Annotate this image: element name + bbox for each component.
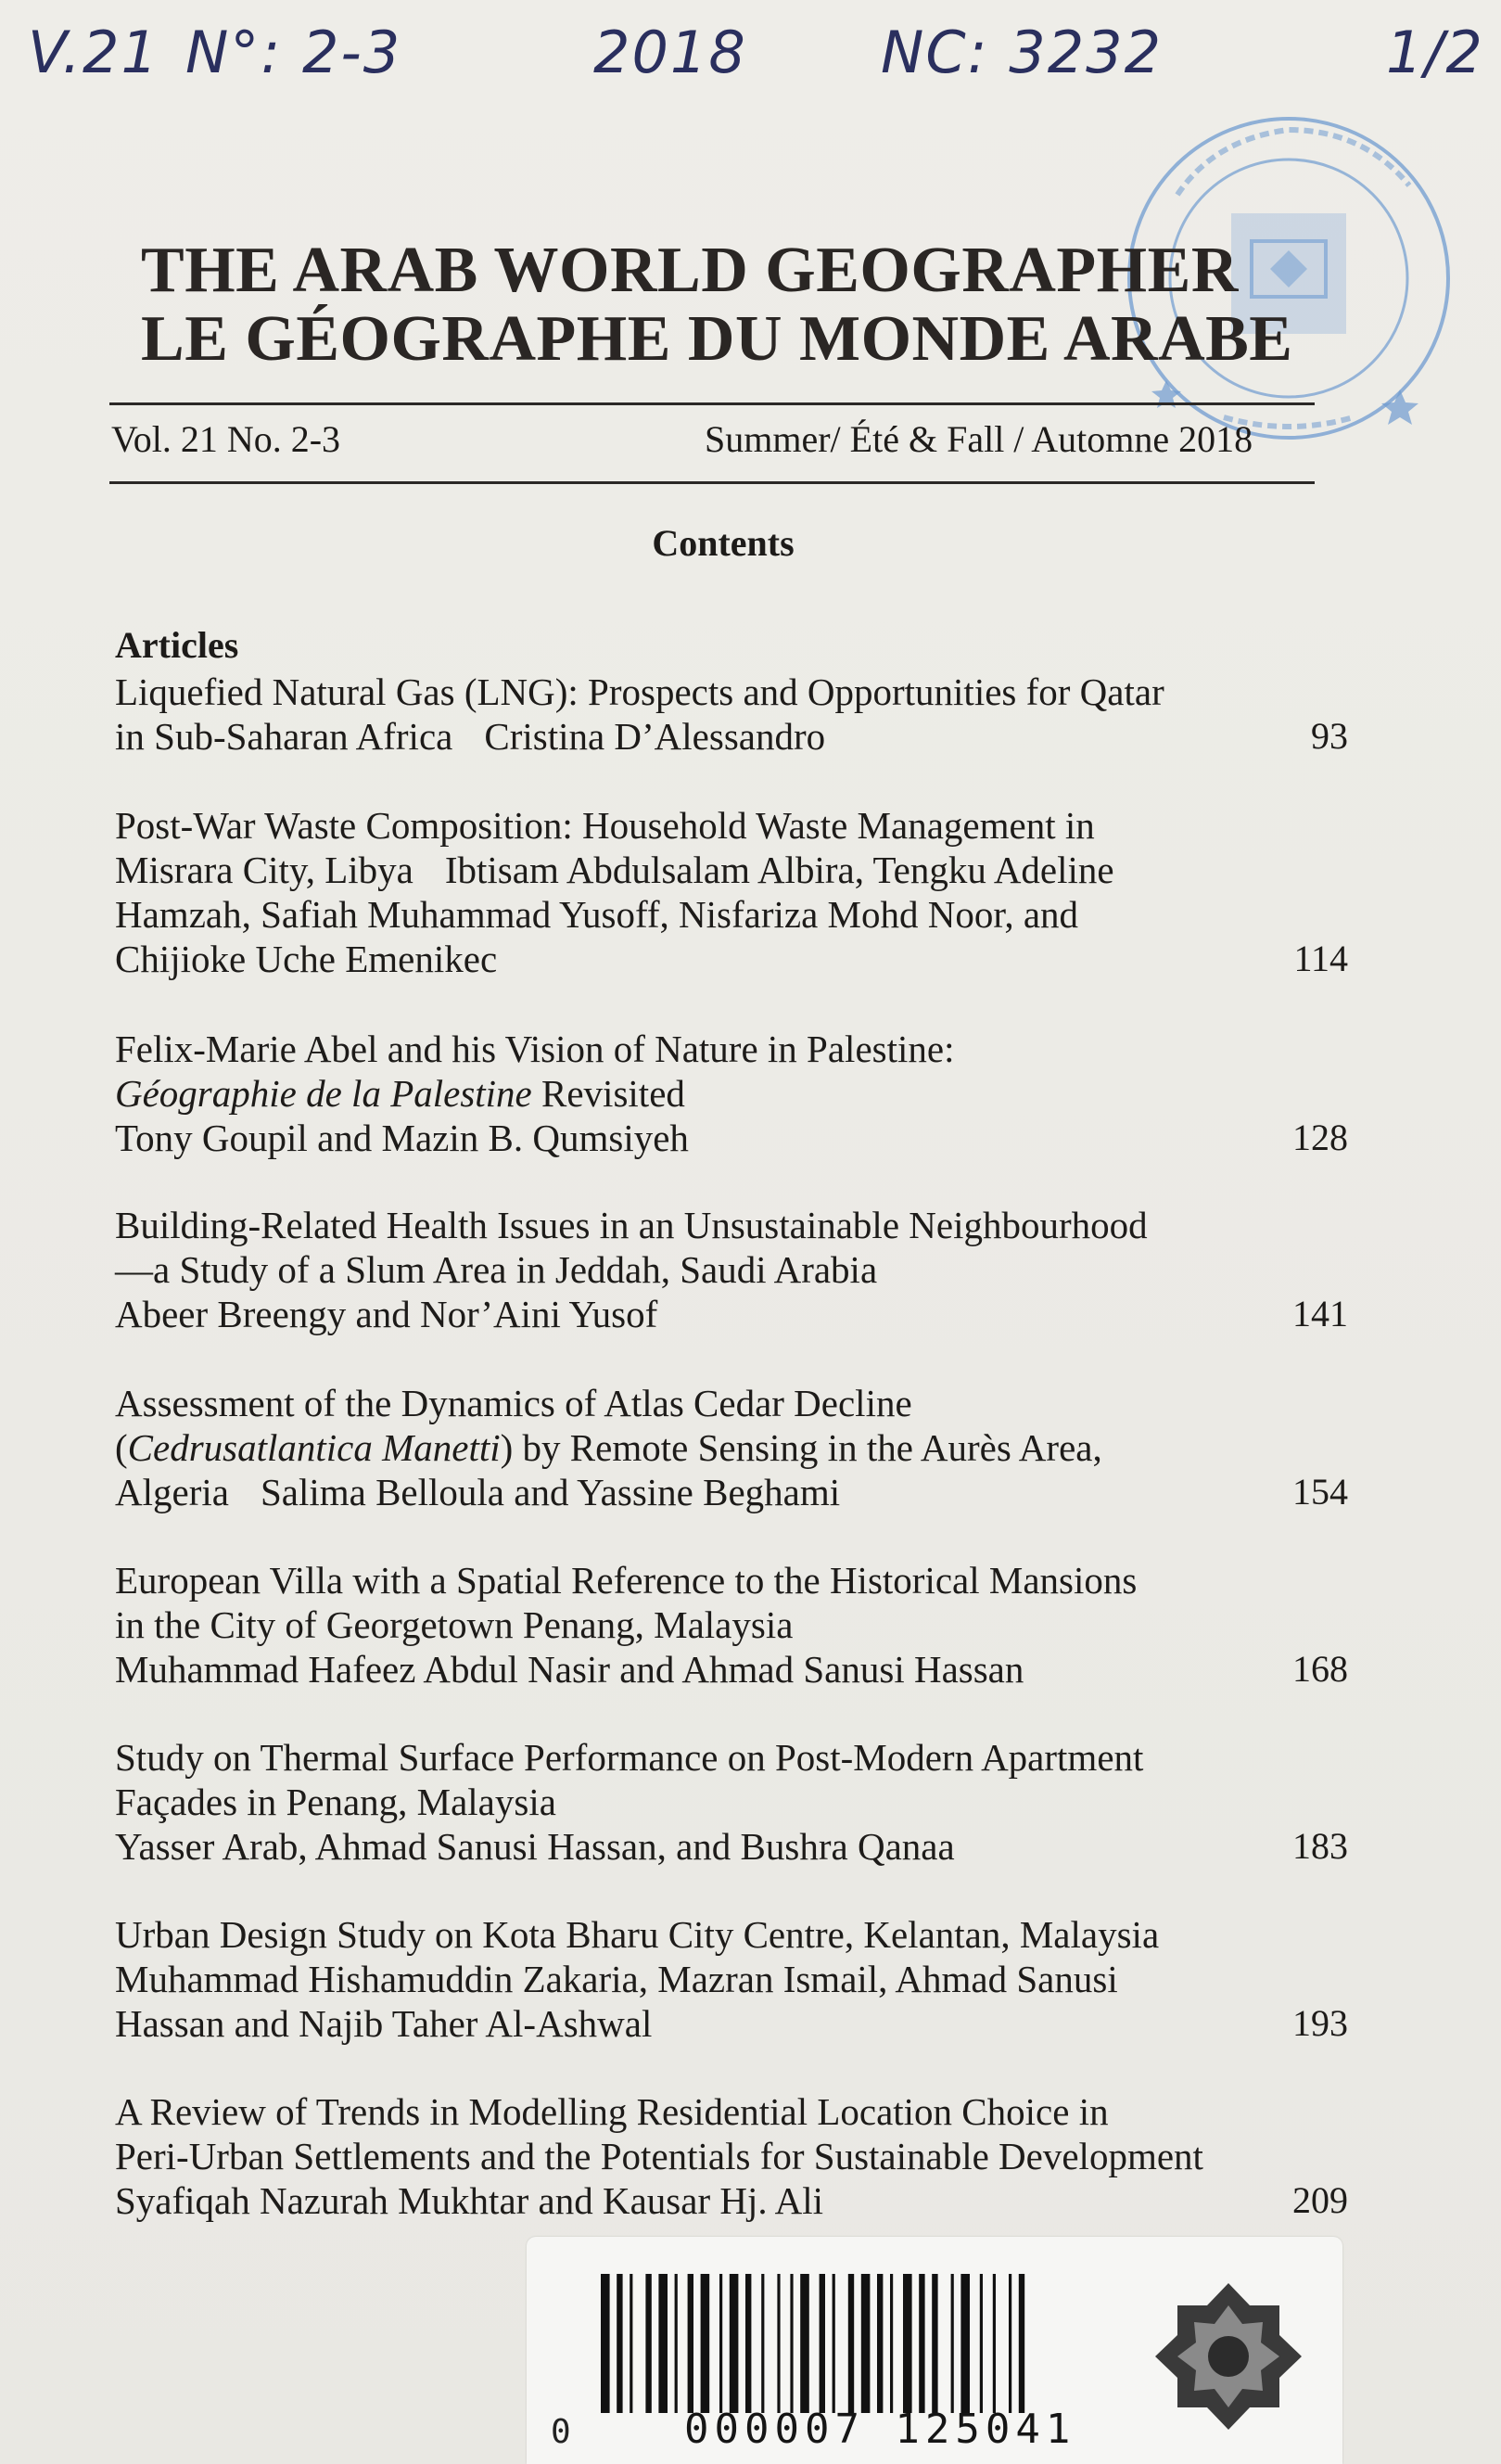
toc-entry [115,1381,1348,1514]
article-title-italic: Géographie de la Palestine [115,1072,532,1115]
article-title-line: Liquefied Natural Gas (LNG): Prospects and Opportunities for Qatar [115,670,1164,713]
journal-title-english: THE ARAB WORLD GEOGRAPHER [141,235,1239,306]
article-authors-line: Muhammad Hishamuddin Zakaria, Mazran Ismail, Ahmad Sanusi [115,1958,1118,2000]
article-authors-line: Chijioke Uche Emenikec [115,938,498,980]
article-page-number: 128 [1292,1117,1348,1158]
article-title-line: Post-War Waste Composition: Household Waste Management in [115,804,1095,847]
article-title-line: —a Study of a Slum Area in Jeddah, Saudi Arabia [115,1248,878,1291]
article-authors-line: Hamzah, Safiah Muhammad Yusoff, Nisfariza Mohd Noor, and [115,893,1079,936]
article-title-line [115,1071,1348,1116]
article-authors-line: Muhammad Hafeez Abdul Nasir and Ahmad Sanusi Hassan [115,1648,1024,1691]
toc-entry [115,803,1348,981]
article-title-fragment: ) by Remote Sensing in the Aurès Area, [500,1426,1102,1469]
toc-entry [115,1027,1348,1160]
article-title-line: Study on Thermal Surface Performance on Post-Modern Apartment [115,1736,1144,1779]
contents-heading: Contents [652,522,795,564]
article-title-line: in the City of Georgetown Penang, Malaysia [115,1603,794,1646]
divider-top [109,402,1315,405]
article-authors-line: Yasser Arab, Ahmad Sanusi Hassan, and Bushra Qanaa [115,1825,955,1868]
article-title-line: Building-Related Health Issues in an Unsustainable Neighbourhood [115,1204,1148,1246]
article-authors-line: Tony Goupil and Mazin B. Qumsiyeh [115,1117,689,1159]
handwritten-call-number: NC: 3232 [881,19,1164,86]
article-authors: Cristina D’Alessandro [484,715,826,758]
article-title-line [115,714,1348,759]
journal-title-french: LE GÉOGRAPHE DU MONDE ARABE [141,303,1293,375]
article-title-line [115,1425,1348,1470]
handwritten-number: N°: 2-3 [185,19,402,86]
article-title-fragment: in Sub-Saharan Africa [115,715,453,758]
article-title-line: Urban Design Study on Kota Bharu City Centre, Kelantan, Malaysia [115,1913,1160,1956]
article-page-number: 209 [1292,2179,1348,2221]
toc-entry [115,2089,1348,2223]
article-page-number: 114 [1293,938,1348,979]
article-title-fragment: Algeria [115,1471,229,1513]
barcode-prefix: 0 [551,2413,571,2451]
barcode-number: 000007 125041 [684,2406,1076,2453]
article-title-line: A Review of Trends in Modelling Residential Location Choice in [115,2090,1109,2133]
article-page-number: 154 [1292,1471,1348,1513]
article-title-line: Assessment of the Dynamics of Atlas Cedar Decline [115,1382,912,1424]
article-authors-line: Hassan and Najib Taher Al-Ashwal [115,2002,653,2045]
article-authors: Salima Belloula and Yassine Beghami [260,1471,841,1513]
library-logo-icon [1150,2278,1307,2435]
article-title-line: Façades in Penang, Malaysia [115,1781,556,1823]
divider-bottom [109,481,1315,484]
article-title-fragment: Misrara City, Libya [115,849,413,891]
handwritten-volume: V.21 [28,19,159,86]
article-title-line: European Villa with a Spatial Reference to the Historical Mansions [115,1559,1138,1602]
article-authors-line: Abeer Breengy and Nor’Aini Yusof [115,1293,658,1335]
toc-entry [115,1735,1348,1869]
handwritten-year: 2018 [593,19,747,86]
article-authors-line: Syafiqah Nazurah Mukhtar and Kausar Hj. Ali [115,2179,823,2222]
article-page-number: 183 [1292,1825,1348,1867]
toc-entry [115,1558,1348,1692]
toc-entry [115,1203,1348,1336]
issue-volume: Vol. 21 No. 2-3 [111,418,341,460]
article-page-number: 193 [1292,2002,1348,2044]
barcode-icon [601,2274,1120,2413]
toc-entry [115,1912,1348,2046]
article-title-line [115,1470,1348,1514]
toc-entry [115,670,1348,759]
article-title-italic: Cedrusatlantica Manetti [127,1426,501,1469]
article-page-number: 168 [1292,1648,1348,1690]
article-title-line: Peri-Urban Settlements and the Potentials for Sustainable Development [115,2135,1203,2177]
article-page-number: 141 [1292,1293,1348,1334]
article-title-fragment: ( [115,1426,128,1469]
article-title-fragment: Revisited [531,1072,685,1115]
articles-heading: Articles [115,624,239,666]
handwritten-part: 1/2 [1386,19,1484,86]
article-title-line [115,848,1348,892]
article-authors: Ibtisam Abdulsalam Albira, Tengku Adeline [444,849,1114,891]
issue-season: Summer/ Été & Fall / Automne 2018 [705,418,1253,460]
article-title-line: Felix-Marie Abel and his Vision of Nature in Palestine: [115,1028,955,1070]
barcode-label [527,2237,1342,2464]
article-page-number: 93 [1311,715,1348,757]
